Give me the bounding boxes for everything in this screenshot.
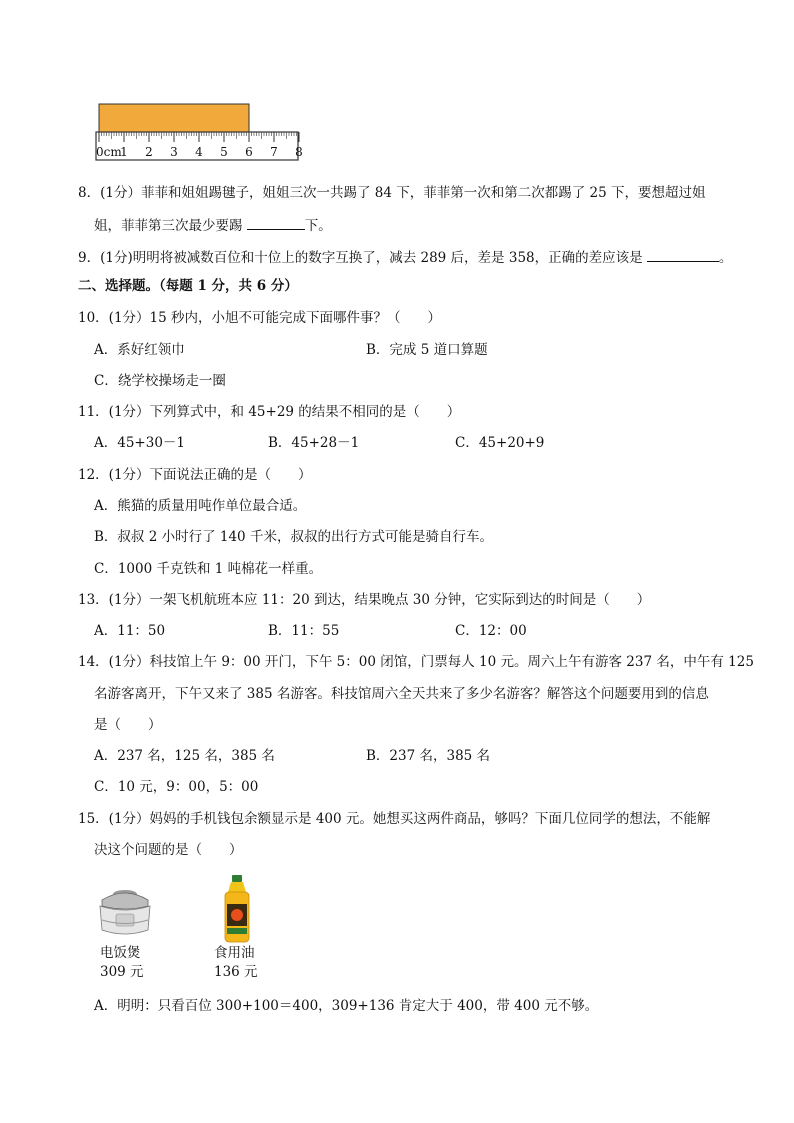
q11-option-b[interactable]: B．45+28－1 <box>268 435 360 451</box>
ruler-tick-label: 8 <box>295 145 303 159</box>
q15-line1: 15．(1分）妈妈的手机钱包余额显示是 400 元。她想买这两件商品，够吗？下面几位同学的想法，不能解 <box>78 811 711 827</box>
ruler-tick-label: 4 <box>195 145 203 159</box>
q8-line2-end: 下。 <box>304 218 332 234</box>
q12-stem: 12．(1分）下面说法正确的是（ ） <box>78 467 312 483</box>
orange-bar <box>99 104 249 132</box>
q13-option-a[interactable]: A．11：50 <box>94 623 166 639</box>
q14-option-c[interactable]: C．10 元，9：00，5：00 <box>94 779 259 795</box>
q8-line2-text: 姐，菲菲第三次最少要踢 <box>94 218 247 234</box>
q12-option-c[interactable]: C．1000 千克铁和 1 吨棉花一样重。 <box>94 561 323 577</box>
q15-line2: 决这个问题的是（ ） <box>94 842 243 858</box>
q8-line1: 8．(1分）菲菲和姐姐踢毽子，姐姐三次一共踢了 84 下，菲菲第一次和第二次都踢了 25 下，要想超过姐 <box>78 185 706 201</box>
ruler-tick-label: 0cm <box>96 145 122 159</box>
ruler-labels <box>96 145 303 159</box>
q9-end: 。 <box>718 250 733 266</box>
q9-answer-blank[interactable] <box>647 247 719 262</box>
q9-text: 9．(1分)明明将被减数百位和十位上的数字互换了，减去 289 后，差是 358，正确的差应该是 <box>78 250 647 266</box>
q13-option-b[interactable]: B．11：55 <box>268 623 340 639</box>
ruler-tick-label: 3 <box>170 145 178 159</box>
ruler-tick-label: 2 <box>145 145 153 159</box>
product1-name: 电饭煲 <box>100 945 141 961</box>
q10-option-a[interactable]: A．系好红领巾 <box>94 342 185 358</box>
ruler-tick-label: 7 <box>270 145 278 159</box>
q9-line <box>78 247 732 267</box>
q8-line2 <box>94 215 332 235</box>
q14-line1: 14．(1分）科技馆上午 9：00 开门，下午 5：00 闭馆，门票每人 10 元。周六上午有游客 237 名，中午有 125 <box>78 654 754 670</box>
ruler-tick-label: 5 <box>220 145 228 159</box>
q11-option-a[interactable]: A．45+30－1 <box>94 435 186 451</box>
section2-heading: 二、选择题。（每题 1 分，共 6 分） <box>78 278 298 294</box>
q15-option-a[interactable]: A．明明：只看百位 300+100＝400，309+136 肯定大于 400，带 400 元不够。 <box>94 998 599 1014</box>
q10-option-b[interactable]: B．完成 5 道口算题 <box>366 342 488 358</box>
ruler-tick-label: 1 <box>120 145 128 159</box>
cooking-oil-image <box>220 874 254 944</box>
q13-stem: 13．(1分）一架飞机航班本应 11：20 到达，结果晚点 30 分钟，它实际到达的时间是（ ） <box>78 592 651 608</box>
q11-option-c[interactable]: C．45+20+9 <box>455 435 545 451</box>
q14-line3: 是（ ） <box>94 717 162 733</box>
product2-name: 食用油 <box>214 945 255 961</box>
q14-option-a[interactable]: A．237 名，125 名，385 名 <box>94 748 275 764</box>
q14-option-b[interactable]: B．237 名，385 名 <box>366 748 491 764</box>
q10-option-c[interactable]: C．绕学校操场走一圈 <box>94 373 226 389</box>
q10-stem: 10．(1分）15 秒内，小旭不可能完成下面哪件事？（ ） <box>78 310 442 326</box>
q8-answer-blank[interactable] <box>247 215 305 230</box>
rice-cooker-image <box>94 880 156 942</box>
q12-option-a[interactable]: A．熊猫的质量用吨作单位最合适。 <box>94 498 307 514</box>
ruler-tick-label: 6 <box>245 145 253 159</box>
q12-option-b[interactable]: B．叔叔 2 小时行了 140 千米，叔叔的出行方式可能是骑自行车。 <box>94 529 493 545</box>
ruler-figure <box>94 100 304 164</box>
q11-stem: 11．(1分）下列算式中，和 45+29 的结果不相同的是（ ） <box>78 404 461 420</box>
q13-option-c[interactable]: C．12：00 <box>455 623 527 639</box>
product1-price: 309 元 <box>100 964 144 980</box>
q14-line2: 名游客离开，下午又来了 385 名游客。科技馆周六全天共来了多少名游客？解答这个问题要用到的信息 <box>94 686 709 702</box>
product2-price: 136 元 <box>214 964 258 980</box>
